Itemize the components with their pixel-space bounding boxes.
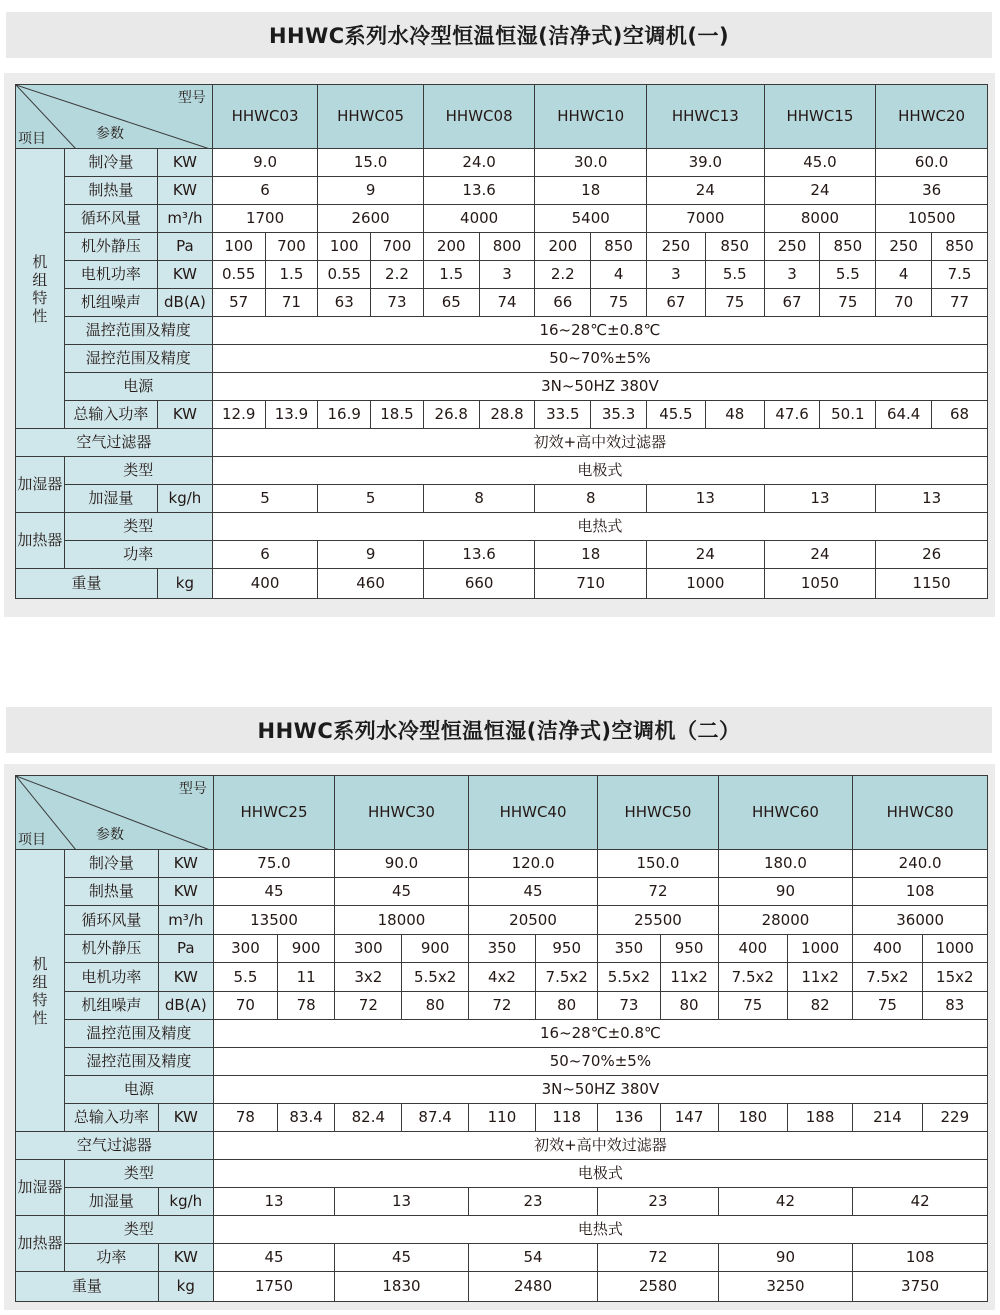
model-header: HHWC20 — [876, 85, 988, 149]
cell-value: 20500 — [468, 906, 598, 935]
cell-value: 电热式 — [213, 1216, 987, 1244]
cell-value: 23 — [468, 1188, 598, 1216]
row-unit: kg/h — [158, 485, 213, 513]
cell-value: 1.5 — [265, 261, 318, 289]
cell-value: 136 — [598, 1104, 660, 1132]
cell-value: 5.5 — [820, 261, 876, 289]
cell-value: 4 — [591, 261, 647, 289]
model-header: HHWC13 — [647, 85, 765, 149]
row-label-airflow: 循环风量 — [64, 205, 157, 233]
row-label-cooling: 制冷量 — [64, 850, 158, 878]
cell-value: 1000 — [787, 935, 852, 963]
row-unit: KW — [158, 261, 213, 289]
cell-value: 2600 — [318, 205, 424, 233]
cell-value: 180.0 — [718, 850, 853, 878]
cell-value: 36000 — [853, 906, 988, 935]
cell-value: 11x2 — [787, 963, 852, 992]
cell-value: 75 — [820, 289, 876, 317]
spec-table-2 — [15, 775, 988, 1302]
row-label-static-pressure: 机外静压 — [64, 935, 158, 963]
cell-value: 18 — [535, 541, 647, 569]
group-humidifier-label: 加湿器 — [16, 457, 65, 513]
cell-value: 3N~50HZ 380V — [213, 1076, 987, 1104]
cell-value: 110 — [468, 1104, 535, 1132]
cell-value: 15x2 — [922, 963, 987, 992]
spec-table-1 — [15, 84, 988, 599]
cell-value: 16~28℃±0.8℃ — [212, 317, 987, 345]
row-label-humid-range: 湿控范围及精度 — [64, 1048, 213, 1076]
row-label-noise: 机组噪声 — [64, 992, 158, 1020]
cell-value: 100 — [212, 233, 265, 261]
cell-value: 23 — [598, 1188, 718, 1216]
cell-value: 初效+高中效过滤器 — [213, 1132, 987, 1160]
cell-value: 118 — [536, 1104, 598, 1132]
cell-value: 75 — [853, 992, 922, 1020]
cell-value: 83.4 — [278, 1104, 335, 1132]
cell-value: 150.0 — [598, 850, 718, 878]
cell-value: 13 — [647, 485, 765, 513]
cell-value: 250 — [764, 233, 820, 261]
cell-value: 7000 — [647, 205, 765, 233]
row-label-heater-power: 功率 — [64, 1244, 158, 1272]
row-label-humidifier-type: 类型 — [64, 1160, 213, 1188]
cell-value: 850 — [591, 233, 647, 261]
model-header: HHWC25 — [213, 776, 334, 850]
row-label-weight: 重量 — [16, 1272, 159, 1302]
cell-value: 3x2 — [335, 963, 402, 992]
cell-value: 33.5 — [535, 401, 591, 429]
cell-value: 45.0 — [764, 149, 876, 177]
cell-value: 77 — [932, 289, 988, 317]
cell-value: 45.5 — [647, 401, 706, 429]
cell-value: 75 — [718, 992, 787, 1020]
cell-value: 25500 — [598, 906, 718, 935]
cell-value: 65 — [423, 289, 479, 317]
cell-value: 24 — [647, 541, 765, 569]
cell-value: 78 — [213, 1104, 277, 1132]
cell-value: 9.0 — [212, 149, 318, 177]
cell-value: 26.8 — [423, 401, 479, 429]
cell-value: 7.5 — [932, 261, 988, 289]
cell-value: 73 — [598, 992, 660, 1020]
cell-value: 72 — [598, 878, 718, 906]
cell-value: 5.5 — [213, 963, 277, 992]
cell-value: 50.1 — [820, 401, 876, 429]
row-label-power-supply: 电源 — [64, 373, 212, 401]
cell-value: 5 — [318, 485, 424, 513]
header-model-label: 型号 — [178, 781, 207, 797]
row-label-cooling: 制冷量 — [64, 149, 157, 177]
cell-value: 12.9 — [212, 401, 265, 429]
row-unit: KW — [158, 177, 213, 205]
cell-value: 108 — [853, 878, 988, 906]
cell-value: 400 — [212, 569, 318, 599]
row-unit: dB(A) — [158, 992, 213, 1020]
model-header: HHWC05 — [318, 85, 424, 149]
model-header: HHWC60 — [718, 776, 853, 850]
row-unit: KW — [158, 1104, 213, 1132]
cell-value: 200 — [535, 233, 591, 261]
cell-value: 24 — [764, 541, 876, 569]
group-humidifier-label: 加湿器 — [16, 1160, 65, 1216]
cell-value: 1150 — [876, 569, 988, 599]
cell-value: 5.5x2 — [598, 963, 660, 992]
header-model-label: 型号 — [177, 90, 206, 106]
model-header: HHWC30 — [335, 776, 469, 850]
row-unit: dB(A) — [158, 289, 213, 317]
cell-value: 87.4 — [402, 1104, 468, 1132]
cell-value: 1830 — [335, 1272, 469, 1302]
cell-value: 460 — [318, 569, 424, 599]
cell-value: 3 — [647, 261, 706, 289]
cell-value: 45 — [213, 1244, 334, 1272]
cell-value: 45 — [468, 878, 598, 906]
cell-value: 45 — [335, 1244, 469, 1272]
cell-value: 5.5 — [705, 261, 764, 289]
cell-value: 28000 — [718, 906, 853, 935]
cell-value: 42 — [718, 1188, 853, 1216]
model-header: HHWC10 — [535, 85, 647, 149]
cell-value: 7.5x2 — [536, 963, 598, 992]
cell-value: 电热式 — [212, 513, 987, 541]
cell-value: 13.6 — [423, 177, 535, 205]
cell-value: 4 — [876, 261, 932, 289]
cell-value: 710 — [535, 569, 647, 599]
cell-value: 45 — [335, 878, 469, 906]
cell-value: 80 — [402, 992, 468, 1020]
cell-value: 240.0 — [853, 850, 988, 878]
cell-value: 13.6 — [423, 541, 535, 569]
table1-title: HHWC系列水冷型恒温恒湿(洁净式)空调机(一) — [6, 12, 992, 58]
cell-value: 660 — [423, 569, 535, 599]
cell-value: 850 — [705, 233, 764, 261]
cell-value: 75 — [705, 289, 764, 317]
group-heater-label: 加热器 — [16, 513, 65, 569]
cell-value: 47.6 — [764, 401, 820, 429]
cell-value: 13 — [213, 1188, 334, 1216]
cell-value: 45 — [213, 878, 334, 906]
row-unit: KW — [158, 963, 213, 992]
cell-value: 700 — [371, 233, 424, 261]
cell-value: 70 — [213, 992, 277, 1020]
row-unit: Pa — [158, 233, 213, 261]
cell-value: 66 — [535, 289, 591, 317]
cell-value: 800 — [479, 233, 535, 261]
cell-value: 2.2 — [371, 261, 424, 289]
cell-value: 5400 — [535, 205, 647, 233]
header-param-label: 参数 — [96, 125, 124, 142]
header-item-label: 项目 — [18, 831, 46, 848]
row-unit: KW — [158, 401, 213, 429]
cell-value: 0.55 — [318, 261, 371, 289]
cell-value: 100 — [318, 233, 371, 261]
row-label-static-pressure: 机外静压 — [64, 233, 157, 261]
cell-value: 1.5 — [423, 261, 479, 289]
cell-value: 950 — [660, 935, 718, 963]
cell-value: 11x2 — [660, 963, 718, 992]
row-unit: Pa — [158, 935, 213, 963]
cell-value: 57 — [212, 289, 265, 317]
row-unit: kg/h — [158, 1188, 213, 1216]
row-unit: KW — [158, 149, 213, 177]
cell-value: 9 — [318, 177, 424, 205]
cell-value: 18.5 — [371, 401, 424, 429]
cell-value: 82.4 — [335, 1104, 402, 1132]
row-unit: kg — [158, 1272, 213, 1302]
cell-value: 63 — [318, 289, 371, 317]
cell-value: 8 — [423, 485, 535, 513]
table2-title: HHWC系列水冷型恒温恒湿(洁净式)空调机（二） — [6, 707, 992, 753]
cell-value: 30.0 — [535, 149, 647, 177]
table-header-corner — [16, 85, 213, 149]
cell-value: 13 — [335, 1188, 469, 1216]
cell-value: 60.0 — [876, 149, 988, 177]
cell-value: 70 — [876, 289, 932, 317]
cell-value: 36 — [876, 177, 988, 205]
cell-value: 42 — [853, 1188, 988, 1216]
cell-value: 2480 — [468, 1272, 598, 1302]
cell-value: 300 — [213, 935, 277, 963]
row-unit: kg — [158, 569, 213, 599]
row-label-power-supply: 电源 — [64, 1076, 213, 1104]
cell-value: 3 — [479, 261, 535, 289]
cell-value: 电极式 — [212, 457, 987, 485]
cell-value: 电极式 — [213, 1160, 987, 1188]
cell-value: 1000 — [922, 935, 987, 963]
cell-value: 50~70%±5% — [212, 345, 987, 373]
cell-value: 950 — [536, 935, 598, 963]
cell-value: 18000 — [335, 906, 469, 935]
cell-value: 188 — [787, 1104, 852, 1132]
cell-value: 90 — [718, 878, 853, 906]
cell-value: 80 — [660, 992, 718, 1020]
cell-value: 64.4 — [876, 401, 932, 429]
row-label-air-filter: 空气过滤器 — [16, 1132, 214, 1160]
cell-value: 78 — [278, 992, 335, 1020]
group-unit-label: 机组特性 — [16, 149, 65, 429]
row-unit: m³/h — [158, 205, 213, 233]
table1-panel — [4, 73, 995, 617]
cell-value: 1000 — [647, 569, 765, 599]
cell-value: 74 — [479, 289, 535, 317]
cell-value: 35.3 — [591, 401, 647, 429]
cell-value: 28.8 — [479, 401, 535, 429]
cell-value: 2580 — [598, 1272, 718, 1302]
row-label-heater-power: 功率 — [64, 541, 212, 569]
row-unit: KW — [158, 1244, 213, 1272]
row-label-heater-type: 类型 — [64, 1216, 213, 1244]
cell-value: 229 — [922, 1104, 987, 1132]
cell-value: 24.0 — [423, 149, 535, 177]
row-label-air-filter: 空气过滤器 — [16, 429, 213, 457]
cell-value: 90 — [718, 1244, 853, 1272]
cell-value: 67 — [764, 289, 820, 317]
cell-value: 90.0 — [335, 850, 469, 878]
cell-value: 350 — [468, 935, 535, 963]
cell-value: 13.9 — [265, 401, 318, 429]
row-label-humid-range: 湿控范围及精度 — [64, 345, 212, 373]
cell-value: 8 — [535, 485, 647, 513]
row-label-total-power: 总输入功率 — [64, 401, 157, 429]
cell-value: 71 — [265, 289, 318, 317]
cell-value: 1750 — [213, 1272, 334, 1302]
cell-value: 50~70%±5% — [213, 1048, 987, 1076]
cell-value: 250 — [876, 233, 932, 261]
cell-value: 18 — [535, 177, 647, 205]
cell-value: 120.0 — [468, 850, 598, 878]
cell-value: 700 — [265, 233, 318, 261]
cell-value: 16~28℃±0.8℃ — [213, 1020, 987, 1048]
row-label-total-power: 总输入功率 — [64, 1104, 158, 1132]
model-header: HHWC08 — [423, 85, 535, 149]
cell-value: 900 — [278, 935, 335, 963]
row-unit: KW — [158, 878, 213, 906]
model-header: HHWC50 — [598, 776, 718, 850]
cell-value: 214 — [853, 1104, 922, 1132]
cell-value: 4x2 — [468, 963, 535, 992]
row-label-humidifier-type: 类型 — [64, 457, 212, 485]
cell-value: 180 — [718, 1104, 787, 1132]
cell-value: 3 — [764, 261, 820, 289]
table2-panel — [4, 764, 995, 1310]
cell-value: 5.5x2 — [402, 963, 468, 992]
row-label-temp-range: 温控范围及精度 — [64, 1020, 213, 1048]
group-unit-label: 机组特性 — [16, 850, 65, 1132]
row-label-airflow: 循环风量 — [64, 906, 158, 935]
cell-value: 75 — [591, 289, 647, 317]
model-header: HHWC40 — [468, 776, 598, 850]
cell-value: 5 — [212, 485, 318, 513]
row-label-heating: 制热量 — [64, 878, 158, 906]
cell-value: 3750 — [853, 1272, 988, 1302]
cell-value: 200 — [423, 233, 479, 261]
cell-value: 82 — [787, 992, 852, 1020]
cell-value: 24 — [764, 177, 876, 205]
cell-value: 0.55 — [212, 261, 265, 289]
cell-value: 13 — [764, 485, 876, 513]
row-unit: m³/h — [158, 906, 213, 935]
row-label-motor-power: 电机功率 — [64, 963, 158, 992]
cell-value: 13500 — [213, 906, 334, 935]
row-label-motor-power: 电机功率 — [64, 261, 157, 289]
cell-value: 1050 — [764, 569, 876, 599]
cell-value: 3250 — [718, 1272, 853, 1302]
cell-value: 75.0 — [213, 850, 334, 878]
cell-value: 68 — [932, 401, 988, 429]
cell-value: 67 — [647, 289, 706, 317]
cell-value: 250 — [647, 233, 706, 261]
cell-value: 72 — [598, 1244, 718, 1272]
cell-value: 54 — [468, 1244, 598, 1272]
cell-value: 39.0 — [647, 149, 765, 177]
cell-value: 15.0 — [318, 149, 424, 177]
row-label-heater-type: 类型 — [64, 513, 212, 541]
cell-value: 初效+高中效过滤器 — [212, 429, 987, 457]
cell-value: 10500 — [876, 205, 988, 233]
header-param-label: 参数 — [96, 826, 124, 843]
cell-value: 6 — [212, 177, 318, 205]
row-unit: KW — [158, 850, 213, 878]
cell-value: 72 — [468, 992, 535, 1020]
cell-value: 900 — [402, 935, 468, 963]
row-label-humidifier-amount: 加湿量 — [64, 485, 157, 513]
model-header: HHWC80 — [853, 776, 988, 850]
cell-value: 26 — [876, 541, 988, 569]
cell-value: 9 — [318, 541, 424, 569]
cell-value: 850 — [932, 233, 988, 261]
model-header: HHWC03 — [212, 85, 318, 149]
row-label-heating: 制热量 — [64, 177, 157, 205]
cell-value: 83 — [922, 992, 987, 1020]
cell-value: 147 — [660, 1104, 718, 1132]
row-label-temp-range: 温控范围及精度 — [64, 317, 212, 345]
cell-value: 8000 — [764, 205, 876, 233]
row-label-weight: 重量 — [16, 569, 158, 599]
group-heater-label: 加热器 — [16, 1216, 65, 1272]
row-label-noise: 机组噪声 — [64, 289, 157, 317]
cell-value: 350 — [598, 935, 660, 963]
model-header: HHWC15 — [764, 85, 876, 149]
cell-value: 6 — [212, 541, 318, 569]
cell-value: 11 — [278, 963, 335, 992]
cell-value: 400 — [718, 935, 787, 963]
cell-value: 850 — [820, 233, 876, 261]
cell-value: 2.2 — [535, 261, 591, 289]
cell-value: 72 — [335, 992, 402, 1020]
cell-value: 48 — [705, 401, 764, 429]
table-header-corner — [16, 776, 214, 850]
cell-value: 16.9 — [318, 401, 371, 429]
cell-value: 80 — [536, 992, 598, 1020]
cell-value: 3N~50HZ 380V — [212, 373, 987, 401]
cell-value: 73 — [371, 289, 424, 317]
header-item-label: 项目 — [18, 130, 46, 147]
row-label-humidifier-amount: 加湿量 — [64, 1188, 158, 1216]
cell-value: 4000 — [423, 205, 535, 233]
cell-value: 300 — [335, 935, 402, 963]
cell-value: 24 — [647, 177, 765, 205]
cell-value: 13 — [876, 485, 988, 513]
cell-value: 7.5x2 — [853, 963, 922, 992]
cell-value: 400 — [853, 935, 922, 963]
cell-value: 1700 — [212, 205, 318, 233]
cell-value: 108 — [853, 1244, 988, 1272]
cell-value: 7.5x2 — [718, 963, 787, 992]
